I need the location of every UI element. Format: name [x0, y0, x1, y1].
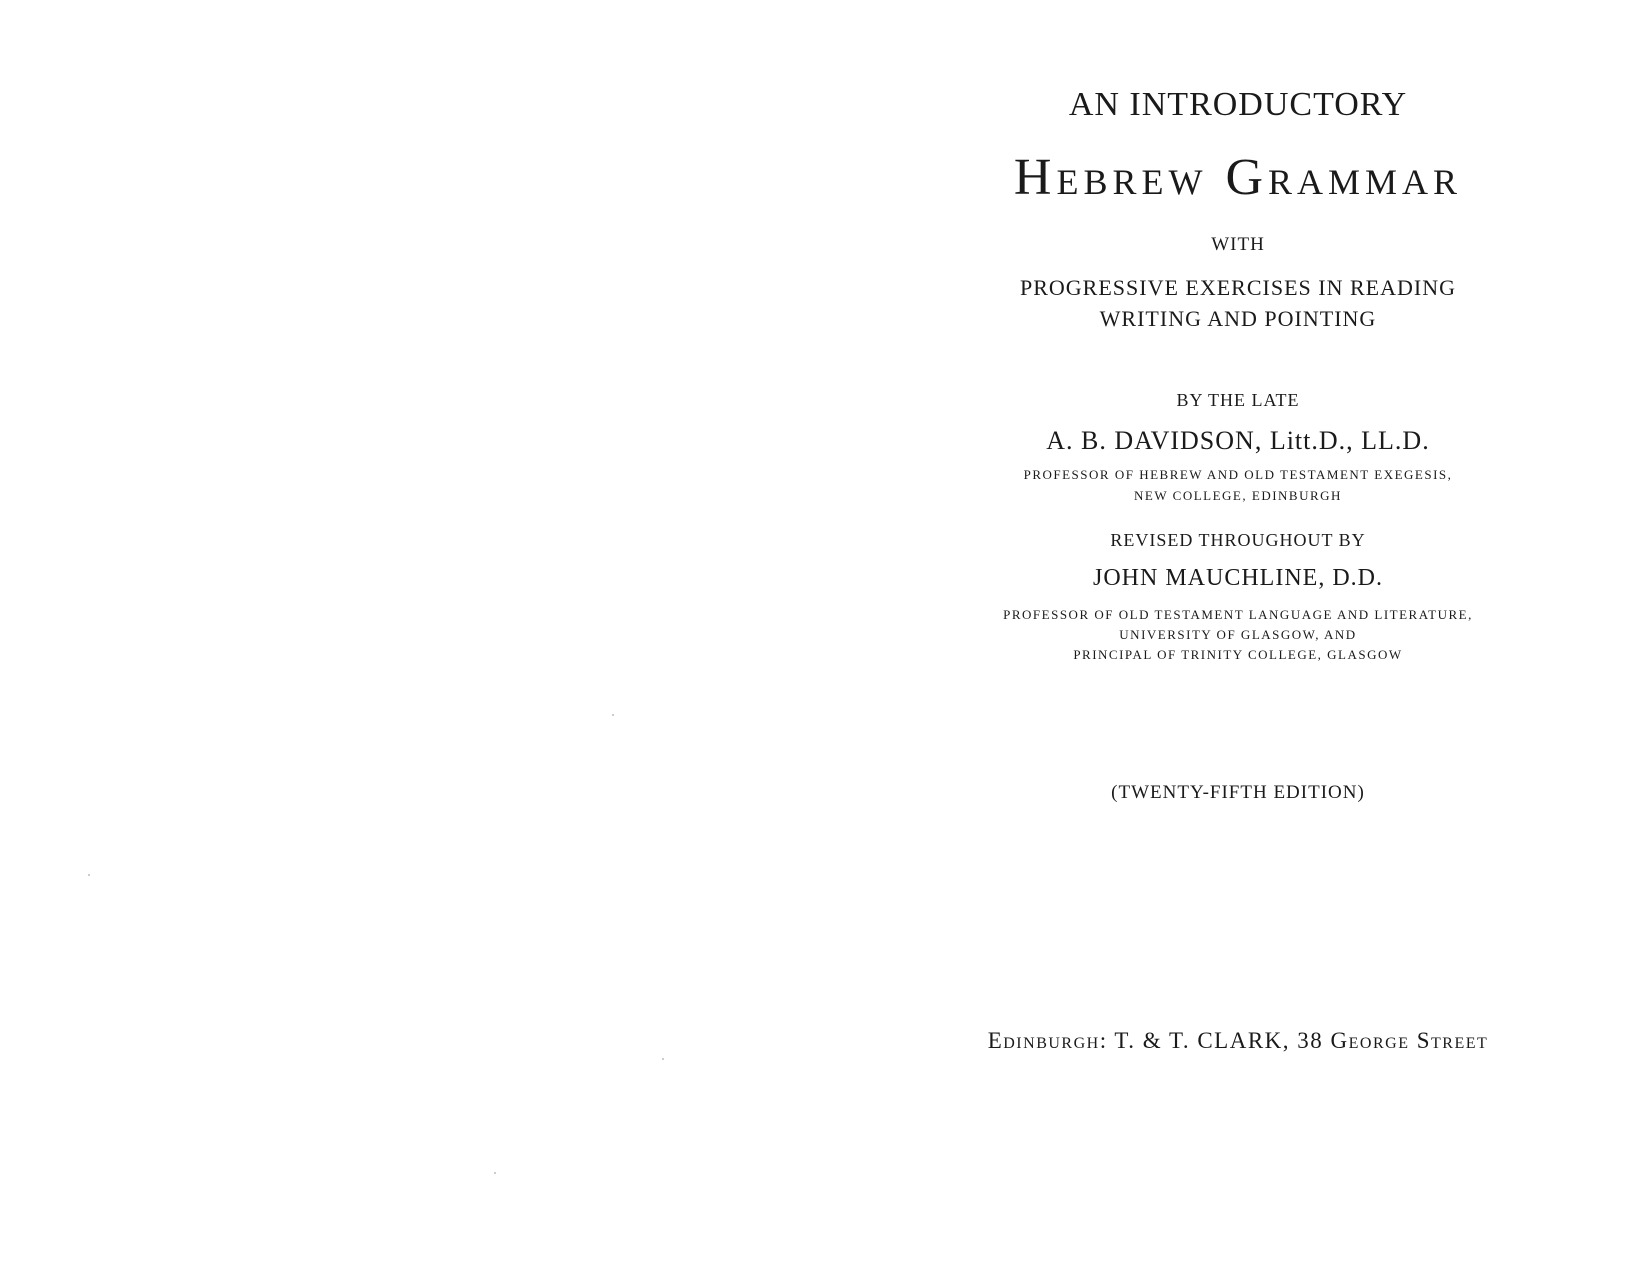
by-the-late-label: BY THE LATE	[1176, 390, 1300, 410]
reviser-affiliation-line-1: PROFESSOR OF OLD TESTAMENT LANGUAGE AND LITERATURE,	[1003, 607, 1473, 622]
paper-speck	[662, 1058, 664, 1060]
title-line-1: AN INTRODUCTORY	[1068, 86, 1408, 123]
author-affiliation-line-2: NEW COLLEGE, EDINBURGH	[1134, 488, 1342, 503]
reviser-name: JOHN MAUCHLINE, D.D.	[1093, 565, 1383, 591]
publisher-imprint: Edinburgh: T. & T. CLARK, 38 George Street	[987, 1028, 1489, 1053]
paper-speck	[88, 874, 90, 876]
subtitle-line-1: PROGRESSIVE EXERCISES IN READING	[1020, 275, 1456, 300]
book-title: Hebrew Grammar	[1013, 149, 1463, 206]
paper-speck	[494, 1172, 496, 1174]
edition-label: (TWENTY-FIFTH EDITION)	[1111, 782, 1365, 803]
reviser-affiliation-line-2: UNIVERSITY OF GLASGOW, AND	[1119, 627, 1357, 642]
with-label: WITH	[1211, 234, 1265, 255]
subtitle-line-2: WRITING AND POINTING	[1099, 306, 1377, 331]
author-name: A. B. DAVIDSON, Litt.D., LL.D.	[1046, 426, 1430, 455]
title-page	[825, 0, 1651, 1275]
author-affiliation-line-1: PROFESSOR OF HEBREW AND OLD TESTAMENT EXEGESIS,	[1023, 467, 1453, 482]
left-page-blank	[0, 0, 825, 1275]
reviser-affiliation-line-3: PRINCIPAL OF TRINITY COLLEGE, GLASGOW	[1073, 647, 1403, 662]
paper-speck	[612, 714, 614, 716]
revised-by-label: REVISED THROUGHOUT BY	[1110, 530, 1366, 550]
